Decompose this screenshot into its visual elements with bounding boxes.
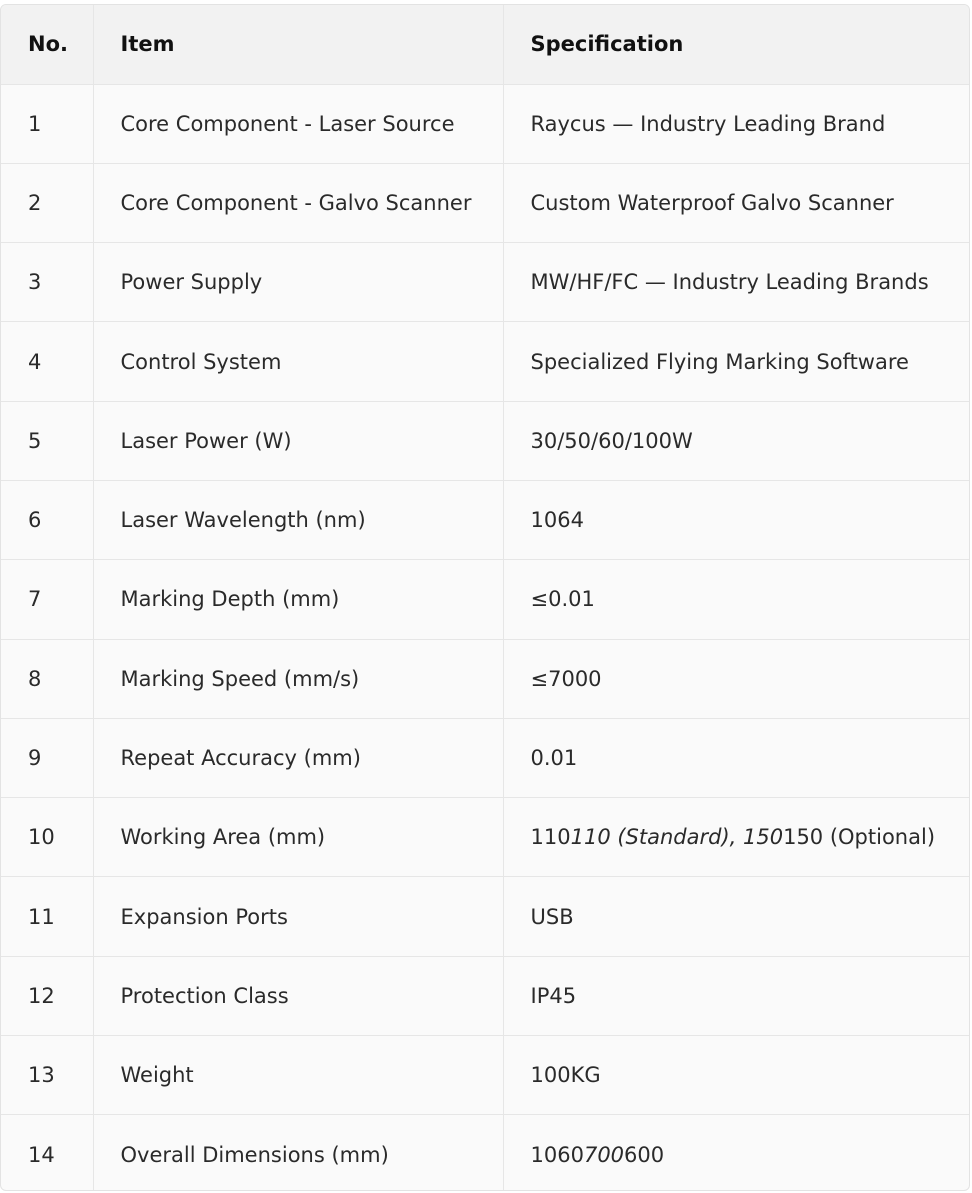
cell-no: 14 bbox=[1, 1115, 93, 1191]
cell-item: Protection Class bbox=[93, 956, 503, 1035]
table-row bbox=[1, 401, 970, 480]
spec-text-segment: 110 bbox=[530, 825, 571, 850]
cell-no: 9 bbox=[1, 718, 93, 797]
cell-specification bbox=[503, 1036, 970, 1115]
table-body bbox=[1, 84, 970, 1191]
header-no: No. bbox=[1, 5, 93, 84]
cell-item: Core Component - Laser Source bbox=[93, 84, 503, 163]
table-row bbox=[1, 1036, 970, 1115]
cell-no: 3 bbox=[1, 243, 93, 322]
cell-item: Laser Power (W) bbox=[93, 401, 503, 480]
cell-no: 4 bbox=[1, 322, 93, 401]
table-header-row bbox=[1, 5, 970, 84]
table-row bbox=[1, 560, 970, 639]
cell-no: 12 bbox=[1, 956, 93, 1035]
cell-item: Marking Depth (mm) bbox=[93, 560, 503, 639]
spec-text-segment: 30/50/60/100W bbox=[530, 428, 693, 453]
table-row bbox=[1, 84, 970, 163]
table-row bbox=[1, 956, 970, 1035]
cell-item: Repeat Accuracy (mm) bbox=[93, 718, 503, 797]
spec-text-segment: Custom Waterproof Galvo Scanner bbox=[530, 190, 894, 215]
cell-item: Overall Dimensions (mm) bbox=[93, 1115, 503, 1191]
table-row bbox=[1, 798, 970, 877]
header-item: Item bbox=[93, 5, 503, 84]
spec-text-segment: 600 bbox=[624, 1142, 665, 1167]
spec-text-segment: 700 bbox=[583, 1142, 625, 1167]
spec-text-segment: 1064 bbox=[530, 508, 584, 533]
cell-specification bbox=[503, 956, 970, 1035]
cell-specification bbox=[503, 322, 970, 401]
table-row bbox=[1, 480, 970, 559]
table-row bbox=[1, 639, 970, 718]
cell-no: 11 bbox=[1, 877, 93, 956]
spec-table bbox=[1, 5, 970, 1191]
cell-specification bbox=[503, 560, 970, 639]
spec-text-segment: 0.01 bbox=[530, 746, 578, 771]
spec-text-segment: USB bbox=[530, 904, 574, 929]
cell-specification bbox=[503, 877, 970, 956]
cell-item: Power Supply bbox=[93, 243, 503, 322]
table-row bbox=[1, 322, 970, 401]
cell-no: 2 bbox=[1, 163, 93, 242]
spec-text-segment: Specialized Flying Marking Software bbox=[530, 349, 909, 374]
table-row bbox=[1, 877, 970, 956]
cell-no: 10 bbox=[1, 798, 93, 877]
cell-specification bbox=[503, 718, 970, 797]
cell-item: Working Area (mm) bbox=[93, 798, 503, 877]
cell-item: Laser Wavelength (nm) bbox=[93, 480, 503, 559]
cell-specification bbox=[503, 401, 970, 480]
table-row bbox=[1, 243, 970, 322]
cell-specification bbox=[503, 798, 970, 877]
cell-no: 1 bbox=[1, 84, 93, 163]
spec-text-segment: 1060 bbox=[530, 1142, 584, 1167]
cell-no: 7 bbox=[1, 560, 93, 639]
spec-text-segment: MW/HF/FC — Industry Leading Brands bbox=[530, 270, 929, 295]
cell-item: Weight bbox=[93, 1036, 503, 1115]
cell-specification bbox=[503, 480, 970, 559]
cell-no: 6 bbox=[1, 480, 93, 559]
spec-text-segment: 150 (Optional) bbox=[783, 825, 936, 850]
cell-item: Marking Speed (mm/s) bbox=[93, 639, 503, 718]
table-row bbox=[1, 163, 970, 242]
spec-text-segment: 110 (Standard), 150 bbox=[570, 825, 784, 850]
cell-specification bbox=[503, 1115, 970, 1191]
cell-specification bbox=[503, 84, 970, 163]
spec-text-segment: ≤7000 bbox=[530, 666, 602, 691]
table-row bbox=[1, 1115, 970, 1191]
cell-specification bbox=[503, 243, 970, 322]
cell-no: 5 bbox=[1, 401, 93, 480]
spec-text-segment: 100KG bbox=[530, 1063, 601, 1088]
cell-item: Core Component - Galvo Scanner bbox=[93, 163, 503, 242]
spec-text-segment: ≤0.01 bbox=[530, 587, 595, 612]
cell-specification bbox=[503, 639, 970, 718]
spec-text-segment: Raycus — Industry Leading Brand bbox=[530, 111, 886, 136]
table-row bbox=[1, 718, 970, 797]
cell-item: Control System bbox=[93, 322, 503, 401]
cell-item: Expansion Ports bbox=[93, 877, 503, 956]
cell-no: 13 bbox=[1, 1036, 93, 1115]
header-specification: Specification bbox=[503, 5, 970, 84]
cell-specification bbox=[503, 163, 970, 242]
spec-table-container bbox=[0, 4, 970, 1191]
cell-no: 8 bbox=[1, 639, 93, 718]
spec-text-segment: IP45 bbox=[530, 983, 577, 1008]
